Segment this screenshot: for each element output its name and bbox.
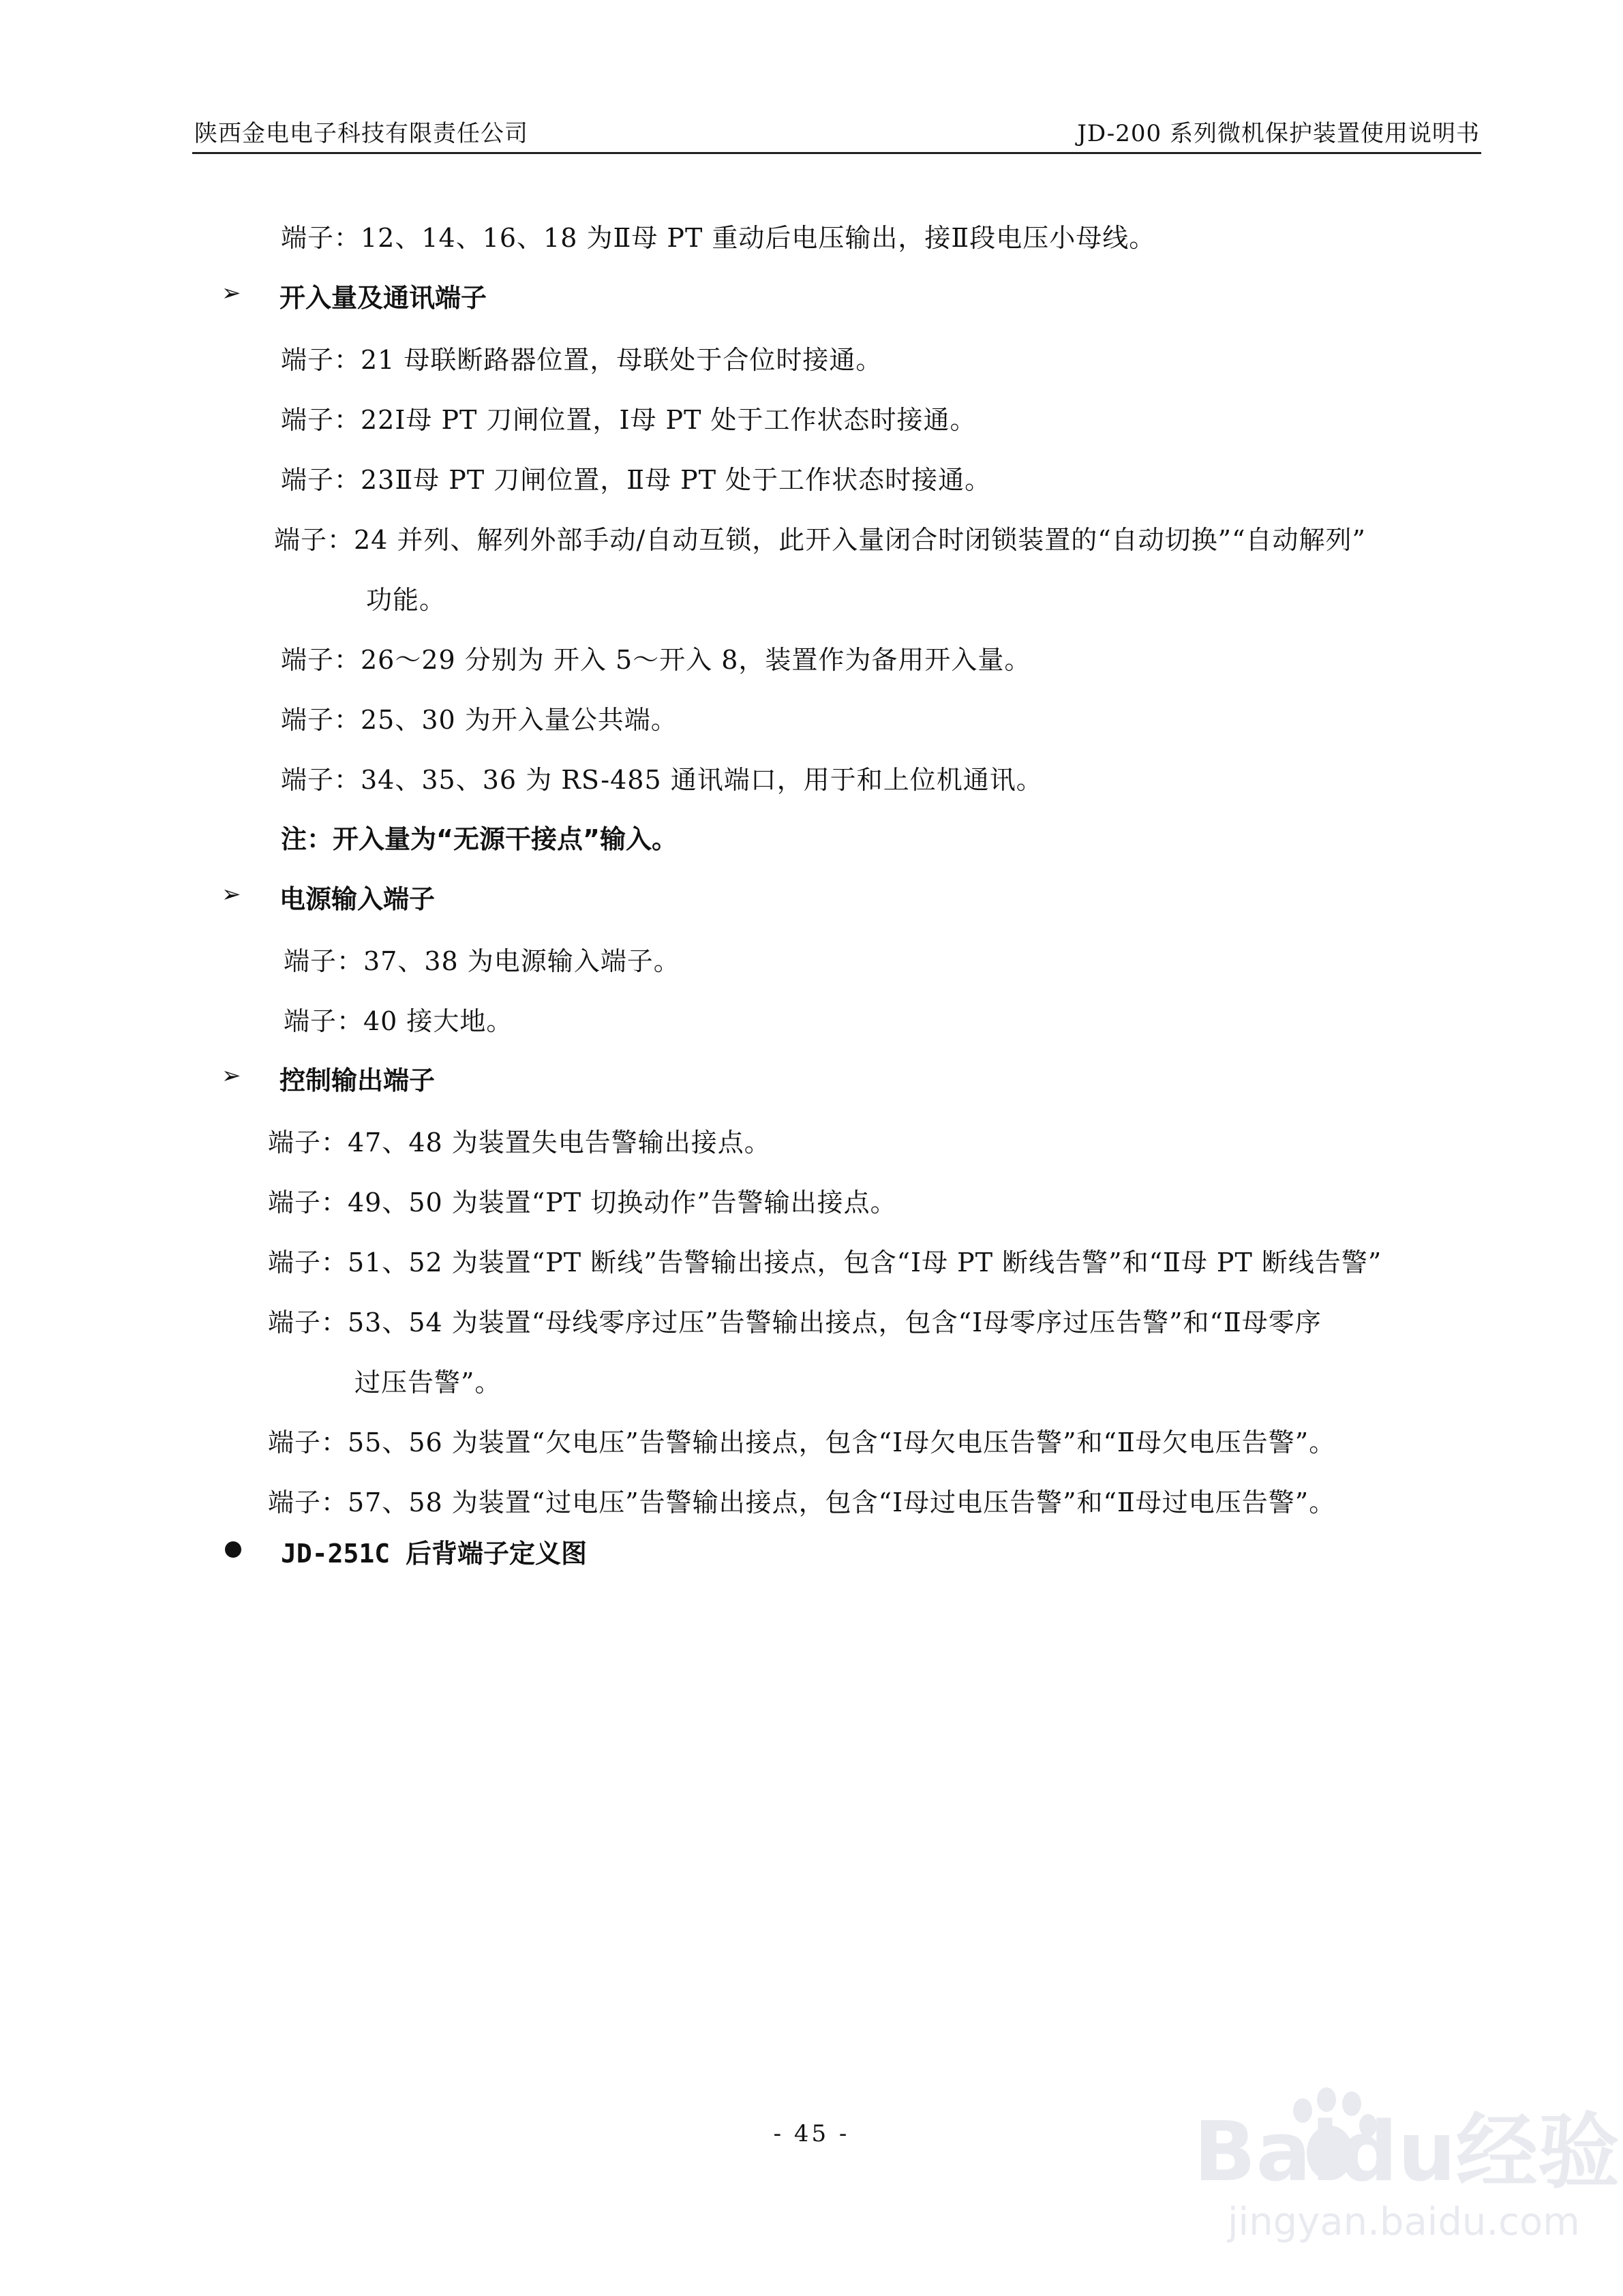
header-rule (192, 152, 1481, 154)
watermark-brand: Baidu经验 (1194, 2105, 1620, 2200)
terminal-25-line: 端子：25、30 为开入量公共端。 (281, 705, 678, 735)
terminal-26-line: 端子：26～29 分别为 开入 5～开入 8，装置作为备用开入量。 (281, 645, 1031, 675)
terminal-53-line-cont: 过压告警”。 (354, 1368, 502, 1398)
terminal-53-line: 端子：53、54 为装置“母线零序过压”告警输出接点，包含“Ⅰ母零序过压告警”和“Ⅱ母零序 (268, 1308, 1322, 1338)
terminal-21-line: 端子：21 母联断路器位置，母联处于合位时接通。 (281, 345, 883, 375)
dot-bullet-icon (225, 1541, 241, 1558)
baidu-watermark (1180, 2071, 1620, 2255)
arrow-bullet-icon: ➢ (222, 280, 241, 307)
section-heading-input: 开入量及通讯端子 (279, 283, 487, 313)
terminal-34-line: 端子：34、35、36 为 RS-485 通讯端口，用于和上位机通讯。 (281, 765, 1043, 795)
terminal-55-line: 端子：55、56 为装置“欠电压”告警输出接点，包含“Ⅰ母欠电压告警”和“Ⅱ母欠电压告警”。 (268, 1428, 1336, 1457)
terminal-51-line: 端子：51、52 为装置“PT 断线”告警输出接点，包含“Ⅰ母 PT 断线告警”和“Ⅱ母 PT 断线告警” (268, 1248, 1382, 1278)
arrow-bullet-icon: ➢ (222, 881, 241, 908)
terminal-23-line: 端子：23Ⅱ母 PT 刀闸位置，Ⅱ母 PT 处于工作状态时接通。 (281, 465, 992, 495)
terminal-22-line: 端子：22Ⅰ母 PT 刀闸位置，Ⅰ母 PT 处于工作状态时接通。 (281, 405, 977, 435)
diagram-title: JD-251C 后背端子定义图 (281, 1539, 588, 1569)
section-heading-control: 控制输出端子 (279, 1066, 436, 1096)
section-heading-power: 电源输入端子 (279, 884, 436, 914)
terminal-47-line: 端子：47、48 为装置失电告警输出接点。 (268, 1128, 771, 1158)
header-company: 陕西金电电子科技有限责任公司 (194, 120, 528, 147)
header-manual-title: JD-200 系列微机保护装置使用说明书 (1077, 120, 1480, 147)
terminal-24-line-cont: 功能。 (366, 585, 446, 615)
input-note: 注：开入量为“无源干接点”输入。 (281, 824, 678, 854)
terminal-37-line: 端子：37、38 为电源输入端子。 (284, 946, 680, 976)
page-number: - 45 - (773, 2120, 850, 2147)
terminal-49-line: 端子：49、50 为装置“PT 切换动作”告警输出接点。 (268, 1188, 897, 1218)
terminal-57-line: 端子：57、58 为装置“过电压”告警输出接点，包含“Ⅰ母过电压告警”和“Ⅱ母过电压告警”。 (268, 1487, 1336, 1517)
terminal-12-line: 端子：12、14、16、18 为Ⅱ母 PT 重动后电压输出，接Ⅱ段电压小母线。 (281, 223, 1156, 253)
terminal-40-line: 端子：40 接大地。 (284, 1006, 513, 1036)
arrow-bullet-icon: ➢ (222, 1062, 241, 1089)
watermark-url: jingyan.baidu.com (1228, 2200, 1580, 2244)
terminal-24-line: 端子：24 并列、解列外部手动/自动互锁，此开入量闭合时闭锁装置的“自动切换”“自动解列” (274, 525, 1366, 555)
